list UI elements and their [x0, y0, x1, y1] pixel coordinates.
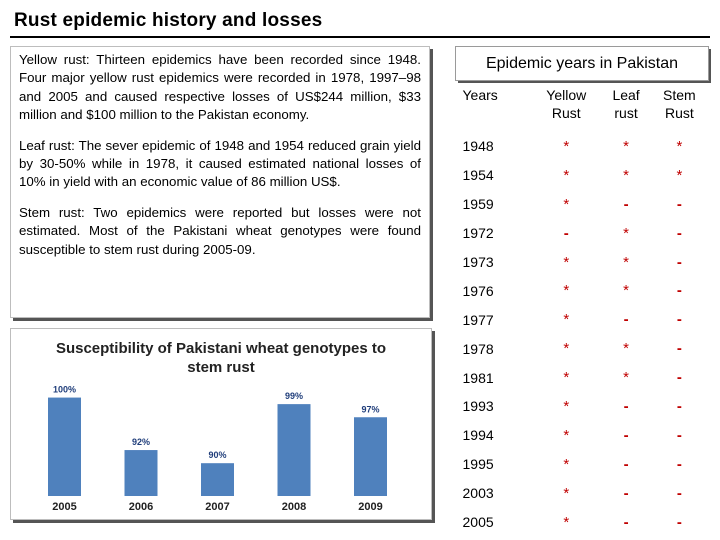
year-cell: 1972: [462, 225, 494, 242]
bar-chart: [11, 329, 431, 519]
year-cell: 1954: [462, 167, 494, 184]
table-row: [456, 190, 709, 219]
stem-rust-cell: -: [676, 311, 682, 329]
leaf-rust-cell: -: [623, 484, 629, 502]
bar-value-label: 100%: [52, 384, 77, 395]
leaf-rust-cell: *: [623, 253, 629, 271]
leaf-rust-paragraph: [19, 137, 421, 192]
x-tick-label: 2008: [281, 501, 307, 513]
yellow-rust-cell: *: [563, 426, 570, 444]
header-line: Rust: [551, 105, 581, 121]
yellow-rust-cell: *: [563, 282, 570, 300]
table-row: [456, 450, 709, 479]
stem-rust-cell: -: [676, 340, 682, 358]
stem-rust-paragraph: [19, 204, 421, 259]
x-tick-label: 2005: [52, 501, 77, 513]
leaf-rust-cell: *: [623, 166, 629, 184]
col-header-leaf-rust: [602, 81, 650, 133]
chart-title: Susceptibility of Pakistani wheat genotypes to stem rust: [55, 340, 387, 376]
leaf-rust-cell: *: [623, 340, 629, 358]
stem-rust-chart-panel: [10, 328, 432, 520]
yellow-rust-cell: *: [563, 340, 570, 358]
slide-title: Rust epidemic history and losses: [14, 10, 323, 31]
stem-rust-cell: -: [676, 397, 682, 415]
paragraph-body: Thirteen epidemics have been recorded since 1948. Four major yellow rust epidemics were recorded in 1978, 1997–98 and 2005 and caused respective losses of US$244 million, $33 million and $100 million to the Pakistan economy.: [19, 52, 421, 123]
paragraph-body: The sever epidemic of 1948 and 1954 reduced grain yield by 30-50% while in 1978, it caused estimated national losses of 10% in yield with an economic value of 86 million US$.: [19, 137, 421, 190]
table-row: [456, 421, 709, 450]
yellow-rust-cell: *: [563, 137, 570, 155]
yellow-rust-cell: *: [563, 455, 570, 473]
paragraph-lead: Stem rust:: [19, 204, 85, 220]
leaf-rust-cell: -: [623, 311, 629, 329]
table-row: [456, 334, 709, 363]
paragraph-lead: Yellow rust:: [19, 52, 90, 67]
stem-rust-cell: -: [676, 369, 682, 387]
col-header-stem-rust: [650, 81, 708, 133]
year-cell: 1976: [462, 282, 494, 299]
year-cell: 2003: [462, 485, 494, 502]
table-row: [456, 248, 709, 277]
stem-rust-cell: -: [676, 224, 682, 242]
year-cell: 2005: [462, 514, 494, 531]
stem-rust-cell: -: [676, 513, 682, 531]
leaf-rust-cell: *: [623, 137, 629, 155]
stem-rust-cell: -: [676, 253, 682, 271]
yellow-rust-cell: *: [563, 195, 570, 213]
year-cell: 1995: [462, 456, 494, 473]
stem-rust-cell: -: [676, 484, 682, 502]
col-header-yellow-rust: [531, 81, 602, 133]
stem-rust-cell: *: [676, 137, 683, 155]
yellow-rust-cell: *: [563, 484, 570, 502]
bar-value-label: 92%: [131, 437, 151, 448]
year-cell: 1978: [462, 340, 494, 357]
table-caption: Epidemic years in Pakistan: [456, 47, 709, 81]
header-line: Rust: [665, 105, 694, 121]
x-tick-label: 2009: [358, 501, 383, 513]
epidemic-years-table: [455, 46, 709, 536]
table-header-row: [456, 81, 709, 133]
bar-2007: [201, 463, 234, 496]
leaf-rust-cell: -: [623, 426, 629, 444]
bar-2005: [48, 398, 81, 496]
leaf-rust-cell: *: [623, 282, 629, 300]
year-cell: 1993: [462, 398, 494, 415]
table-row: [456, 161, 709, 190]
table-row: [456, 276, 709, 305]
yellow-rust-cell: *: [563, 513, 570, 531]
paragraph-body: Two epidemics were reported but losses were not estimated. Most of the Pakistani wheat genotypes were found susceptible to stem rust during 2005-09.: [19, 204, 421, 257]
stem-rust-cell: *: [676, 166, 683, 184]
yellow-rust-cell: *: [563, 397, 570, 415]
leaf-rust-cell: -: [623, 513, 629, 531]
header-line: Stem: [663, 87, 696, 103]
table-row: [456, 219, 709, 248]
header-line: Yellow: [546, 87, 587, 103]
yellow-rust-cell: *: [563, 253, 570, 271]
leaf-rust-cell: *: [623, 369, 629, 387]
table-body: [456, 132, 709, 536]
table-row: [456, 392, 709, 421]
stem-rust-cell: -: [676, 426, 682, 444]
yellow-rust-paragraph: [19, 51, 421, 125]
paragraph-lead: Leaf rust:: [19, 137, 75, 153]
bar-2008: [278, 404, 311, 496]
table-row: [456, 132, 709, 161]
leaf-rust-cell: *: [623, 224, 629, 242]
text-panel: [10, 46, 430, 318]
table-row: [456, 363, 709, 392]
bar-value-label: 99%: [284, 391, 304, 402]
yellow-rust-cell: -: [563, 224, 569, 242]
table-row: [456, 479, 709, 508]
year-cell: 1977: [462, 311, 494, 328]
stem-rust-cell: -: [676, 282, 682, 300]
year-cell: 1994: [462, 427, 494, 444]
x-tick-label: 2007: [205, 501, 230, 513]
bar-2006: [125, 450, 158, 496]
header-line: Leaf: [612, 87, 640, 103]
year-cell: 1973: [462, 254, 494, 270]
header-line: rust: [614, 105, 638, 121]
bar-value-label: 97%: [361, 404, 380, 415]
stem-rust-cell: -: [676, 195, 682, 213]
col-header-years: Years: [462, 87, 498, 103]
yellow-rust-cell: *: [563, 311, 570, 329]
bar-2009: [354, 417, 387, 496]
yellow-rust-cell: *: [563, 166, 570, 184]
yellow-rust-cell: *: [563, 369, 570, 387]
table-row: [456, 305, 709, 334]
table-row: [456, 508, 709, 537]
title-divider: [10, 36, 710, 38]
bar-value-label: 90%: [208, 450, 227, 461]
stem-rust-cell: -: [676, 455, 682, 473]
year-cell: 1959: [462, 196, 494, 213]
leaf-rust-cell: -: [623, 397, 629, 415]
leaf-rust-cell: -: [623, 195, 629, 213]
year-cell: 1981: [462, 369, 494, 386]
year-cell: 1948: [462, 138, 494, 155]
x-tick-label: 2006: [128, 501, 154, 513]
leaf-rust-cell: -: [623, 455, 629, 473]
